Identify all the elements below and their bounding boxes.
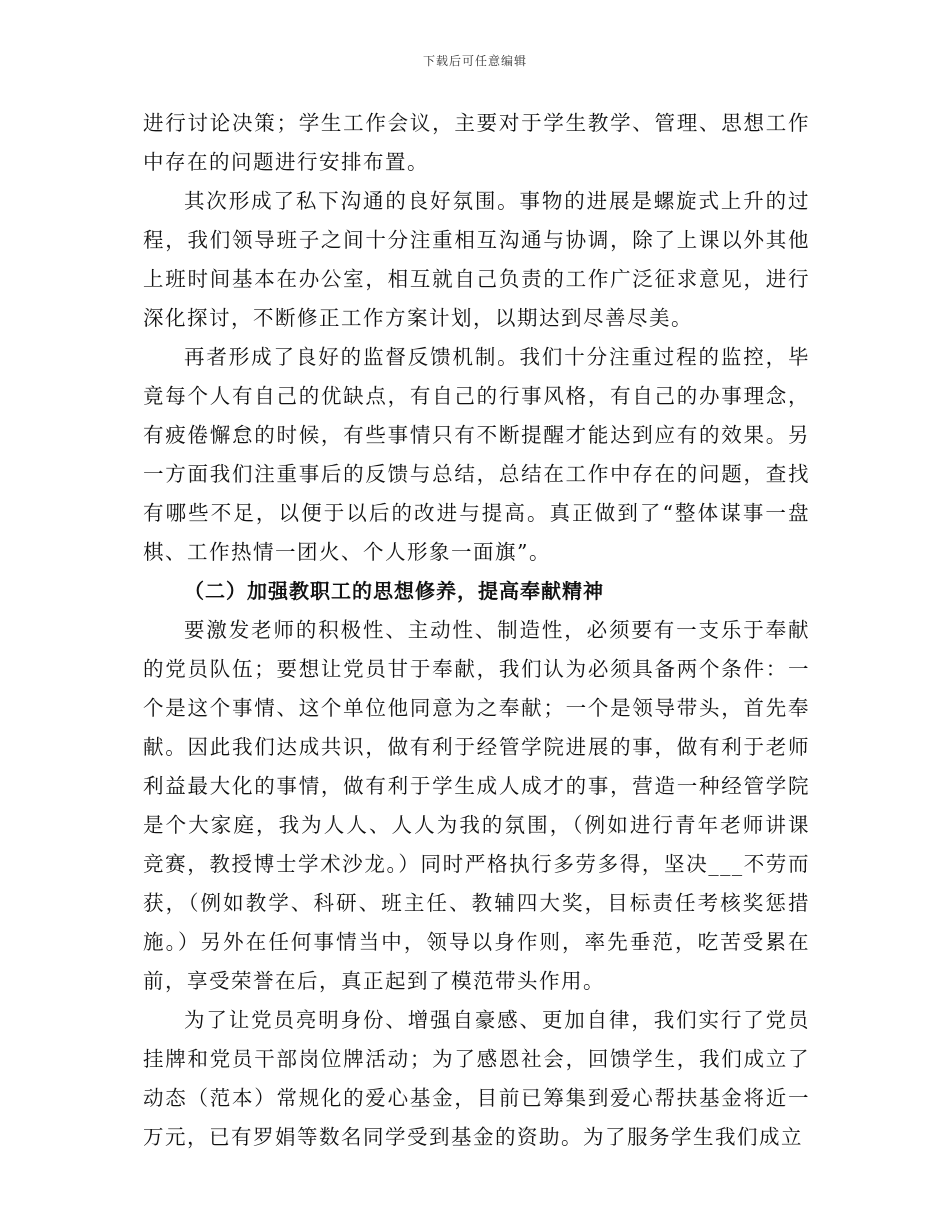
- paragraph-communication: 其次形成了私下沟通的良好氛围。事物的进展是螺旋式上升的过程，我们领导班子之间十分注重相互沟通与协调，除了上课以外其他上班时间基本在办公室，相互就自己负责的工作广泛征求意见，进行深化探讨，不断修正工作方案计划，以期达到尽善尽美。: [143, 189, 810, 330]
- document-body: [143, 104, 810, 1157]
- section-heading: （二）加强教职工的思想修养，提高奉献精神: [184, 579, 604, 603]
- paragraph-supervision: 再者形成了良好的监督反馈机制。我们十分注重过程的监控，毕竟每个人有自己的优缺点，有自己的行事风格，有自己的办事理念，有疲倦懈怠的时候，有些事情只有不断提醒才能达到应有的效果。另一方面我们注重事后的反馈与总结，总结在工作中存在的问题，查找有哪些不足，以便于以后的改进与提高。真正做到了“整体谋事一盘棋、工作热情一团火、个人形象一面旗”。: [143, 345, 810, 564]
- paragraph-party-members: 为了让党员亮明身份、增强自豪感、更加自律，我们实行了党员挂牌和党员干部岗位牌活动；为了感恩社会，回馈学生，我们成立了动态（范本）常规化的爱心基金，目前已筹集到爱心帮扶基金将近一万元，已有罗娟等数名同学受到基金的资助。为了服务学生我们成立: [143, 1008, 810, 1149]
- paragraph-continuation: 进行讨论决策；学生工作会议，主要对于学生教学、管理、思想工作中存在的问题进行安排布置。: [143, 111, 810, 174]
- paragraph-dedication: 要激发老师的积极性、主动性、制造性，必须要有一支乐于奉献的党员队伍；要想让党员甘于奉献，我们认为必须具备两个条件：一个是这个事情、这个单位他同意为之奉献；一个是领导带头，首先奉献。因此我们达成共识，做有利于经管学院进展的事，做有利于老师利益最大化的事情，做有利于学生成人成才的事，营造一种经管学院是个大家庭，我为人人、人人为我的氛围，（例如进行青年老师讲课竞赛，教授博士学术沙龙。）同时严格执行多劳多得，坚决___不劳而获，（例如教学、科研、班主任、教辅四大奖，目标责任考核奖惩措施。）另外在任何事情当中，领导以身作则，率先垂范，吃苦受累在前，享受荣誉在后，真正起到了模范带头作用。: [143, 618, 810, 993]
- page-header: 下载后可任意编辑: [422, 54, 527, 68]
